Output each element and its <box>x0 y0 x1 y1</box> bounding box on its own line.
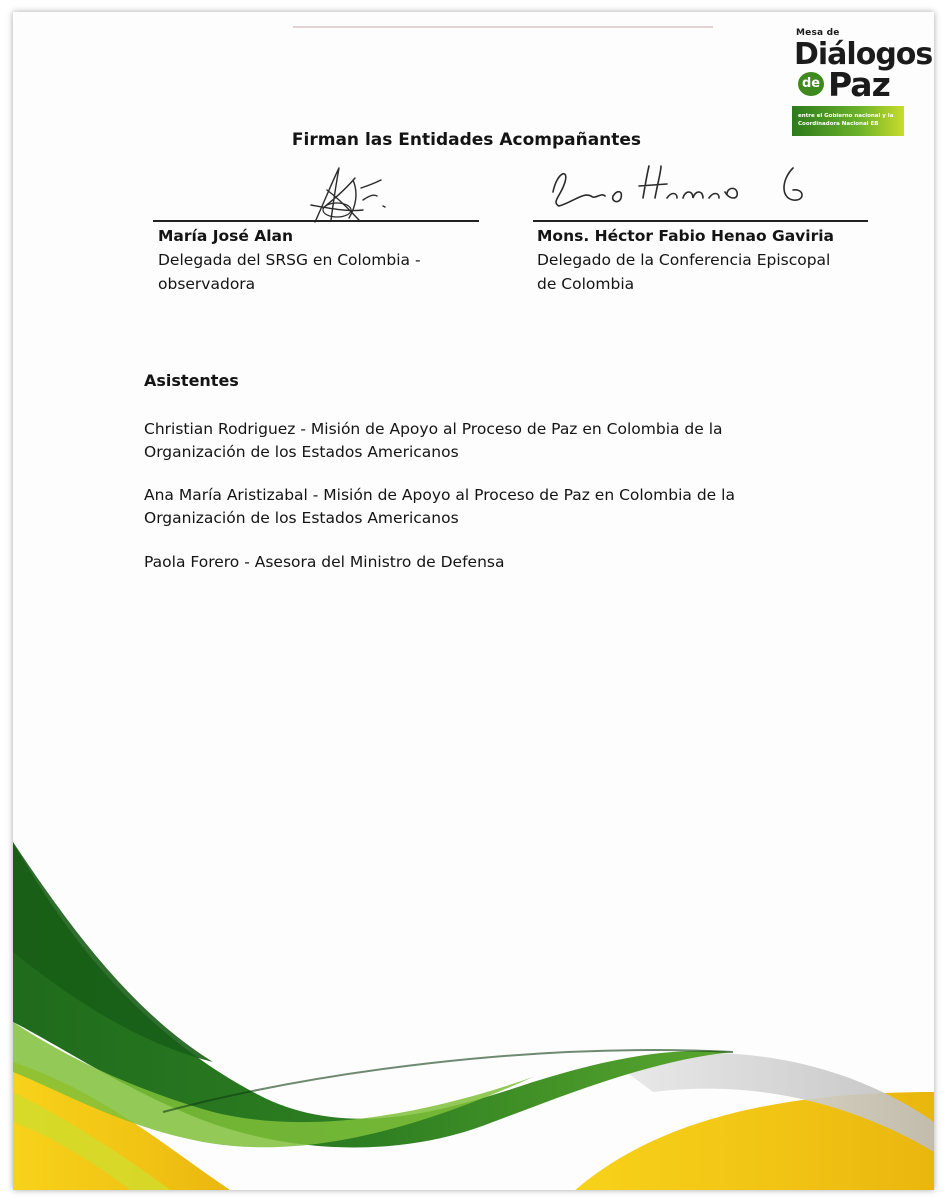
attendee-line: Organización de los Estados Americanos <box>144 509 459 527</box>
mesa-dialogos-logo <box>792 28 933 140</box>
document-page <box>13 12 934 1190</box>
signer-role: de Colombia <box>537 275 635 293</box>
signer-role: Delegada del SRSG en Colombia - <box>158 251 421 269</box>
signer-role: observadora <box>158 275 256 293</box>
signature-right-icon <box>543 162 823 214</box>
signer-name: Mons. Héctor Fabio Henao Gaviria <box>537 227 835 245</box>
footer-decoration <box>13 792 934 1190</box>
logo-line-mesa: Mesa de <box>796 28 840 38</box>
signature-line-left <box>153 220 479 222</box>
signer-block-left <box>158 224 468 296</box>
logo-line-paz: Paz <box>828 65 890 104</box>
logo-tagline: entre el Gobierno nacional y la Coordinadora Nacional EB <box>798 113 894 127</box>
attendee-item <box>144 484 844 530</box>
attendee-line: Organización de los Estados Americanos <box>144 443 459 461</box>
signatories-heading: Firman las Entidades Acompañantes <box>291 130 642 150</box>
attendee-line: Christian Rodriguez - Misión de Apoyo al Proceso de Paz en Colombia de la <box>144 420 723 438</box>
attendees-title: Asistentes <box>144 371 239 390</box>
signer-block-right <box>537 224 867 296</box>
logo-line-dialogos: Diálogos <box>794 37 933 72</box>
attendee-item <box>144 551 844 574</box>
attendee-line: Paola Forero - Asesora del Ministro de Defensa <box>144 553 505 571</box>
signature-line-right <box>533 220 868 222</box>
signer-name: María José Alan <box>158 227 294 245</box>
logo-de-badge: de <box>798 72 824 96</box>
signer-role: Delegado de la Conferencia Episcopal <box>537 251 831 269</box>
attendee-item <box>144 418 844 464</box>
attendee-line: Ana María Aristizabal - Misión de Apoyo al Proceso de Paz en Colombia de la <box>144 486 735 504</box>
page-top-edge <box>293 12 713 28</box>
